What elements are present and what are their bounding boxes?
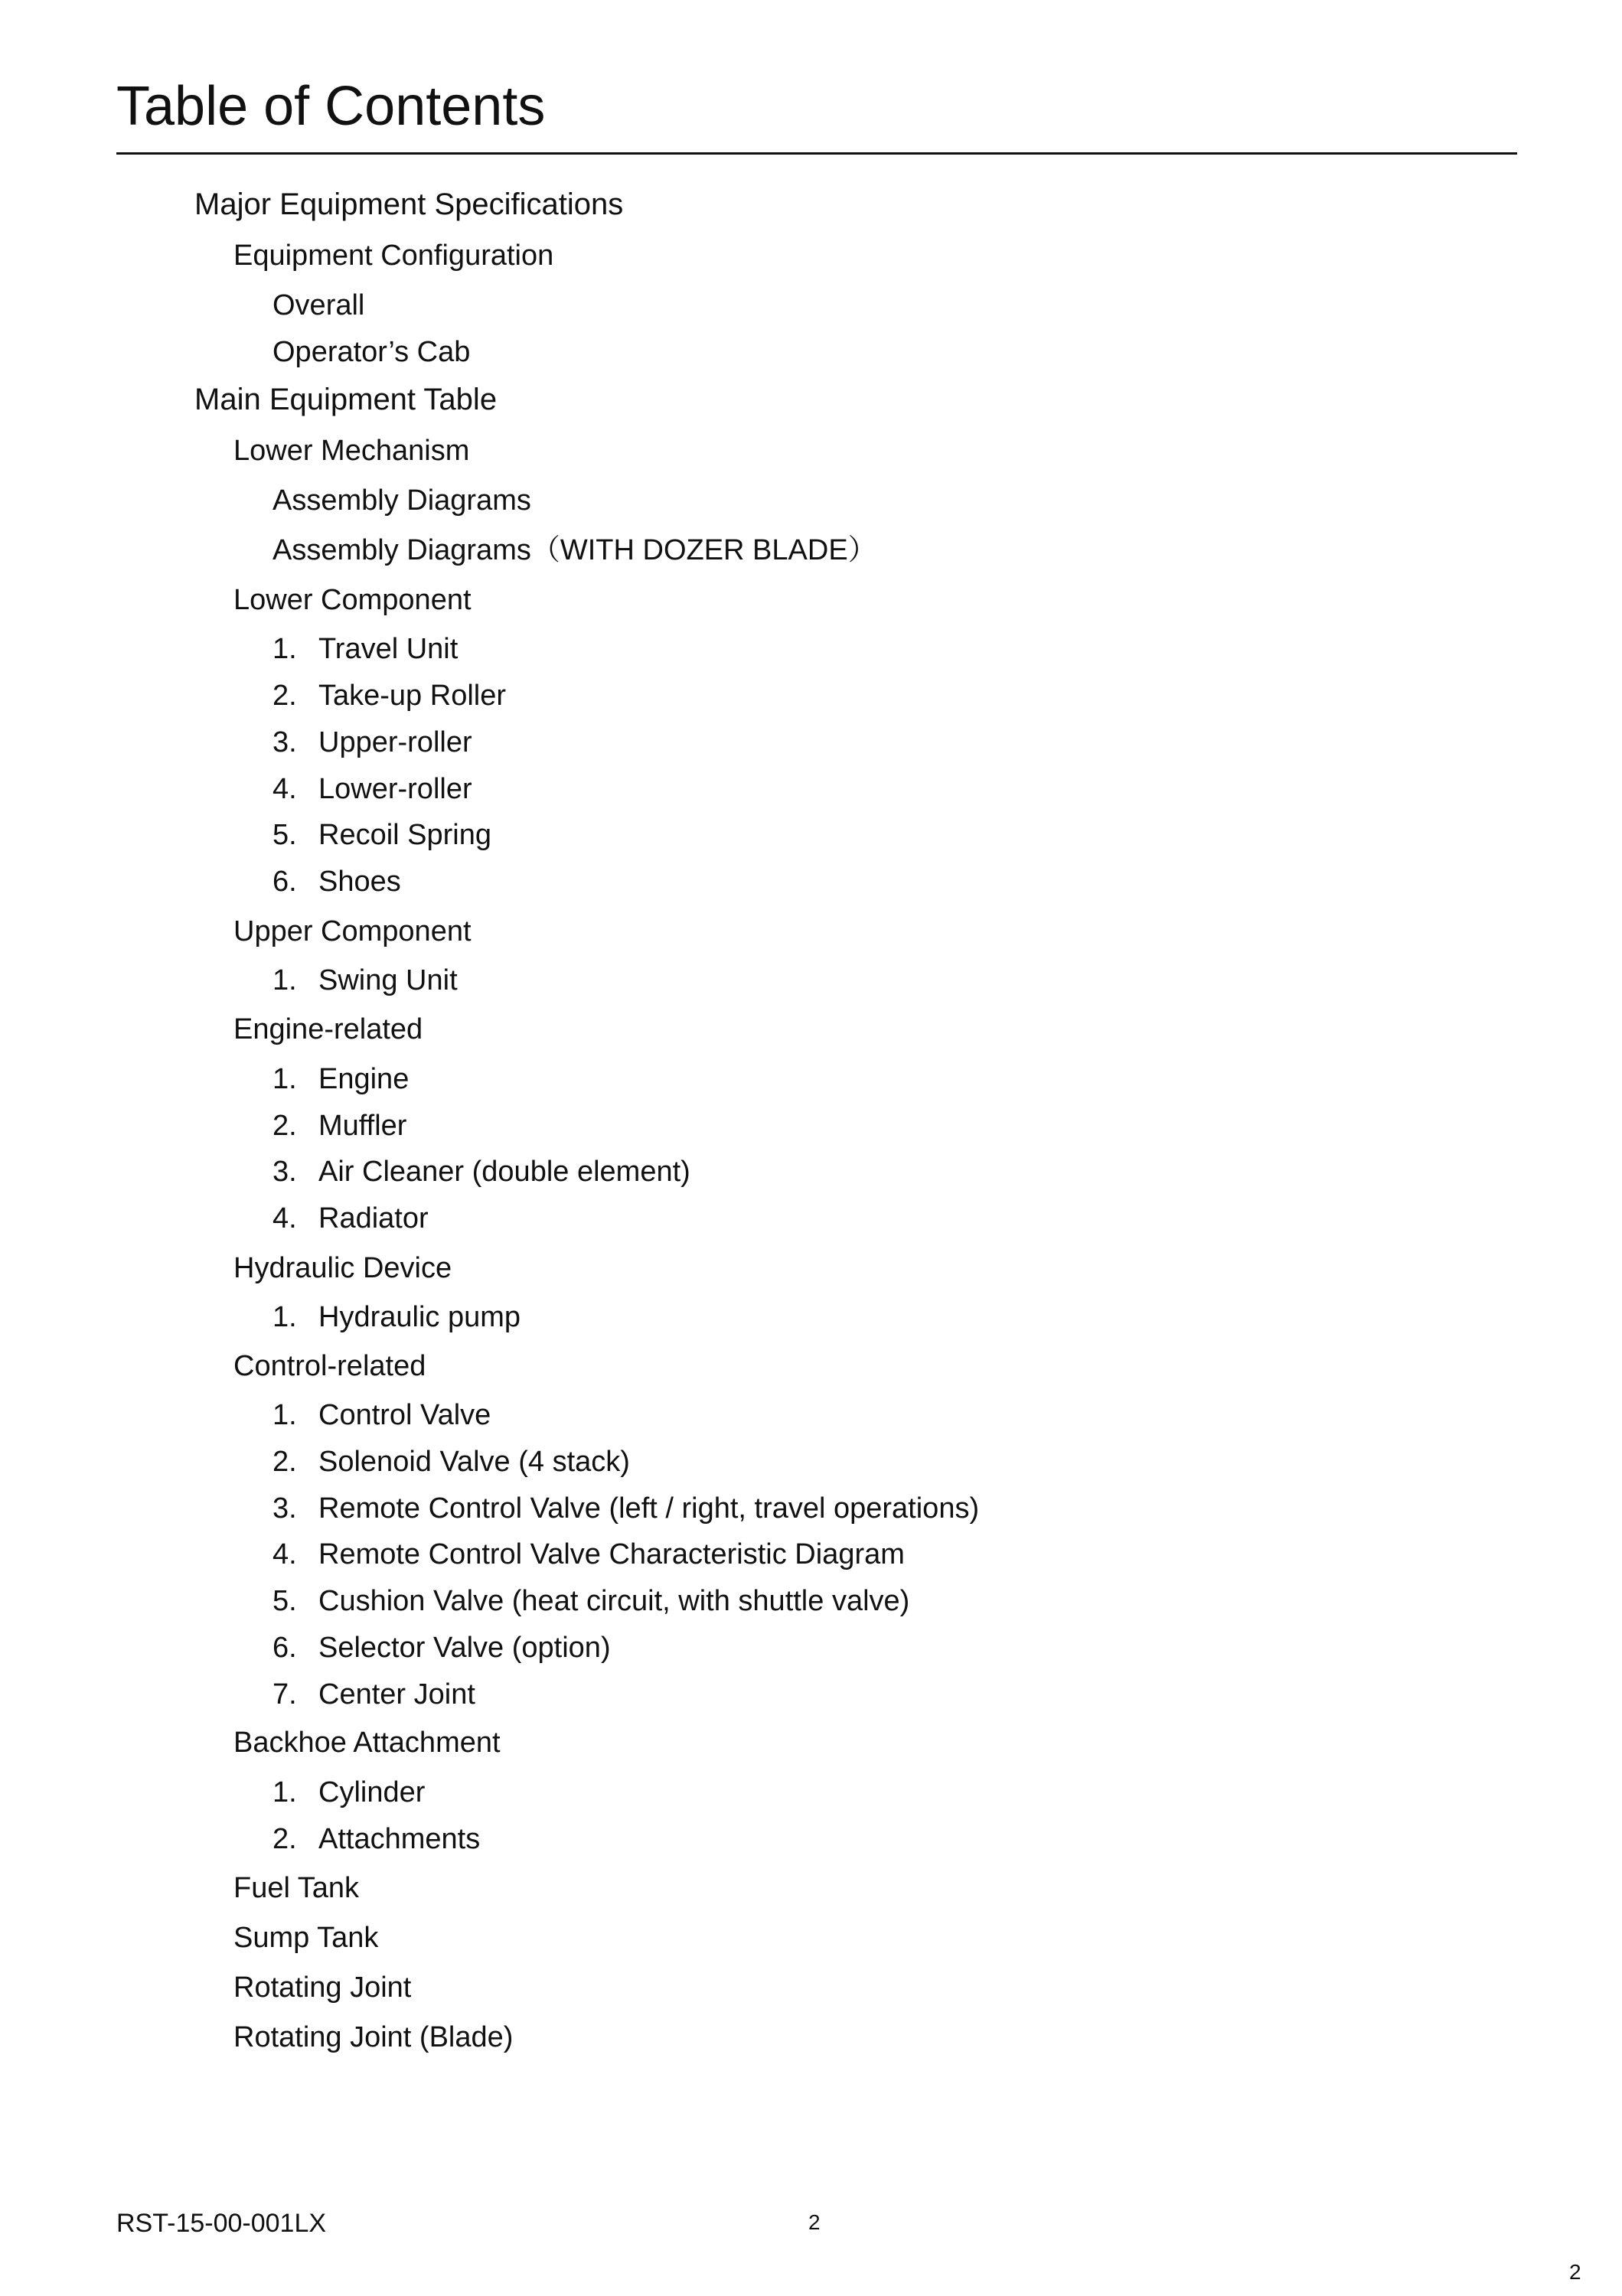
- toc-list-item[interactable]: [273, 1633, 611, 1662]
- toc-engine-related[interactable]: Engine-related: [233, 1013, 423, 1045]
- toc-item-label: Engine: [318, 1063, 410, 1095]
- footer-page-number: 2: [808, 2210, 821, 2234]
- page-title: Table of Contents: [116, 76, 546, 137]
- toc-list-item[interactable]: [273, 1540, 905, 1569]
- title-divider: [116, 152, 1517, 155]
- toc-item-label: Control Valve: [318, 1399, 491, 1431]
- toc-item-label: Remote Control Valve (left / right, travel operations): [318, 1492, 980, 1525]
- toc-item-number: 2.: [273, 680, 297, 712]
- toc-list-item[interactable]: [273, 1065, 409, 1094]
- toc-item-number: 1.: [273, 1399, 297, 1431]
- toc-list-item[interactable]: [273, 1494, 979, 1523]
- toc-backhoe-attachment[interactable]: Backhoe Attachment: [233, 1727, 501, 1759]
- toc-list-item[interactable]: [273, 1680, 475, 1709]
- toc-item-label: Attachments: [318, 1823, 481, 1855]
- toc-overall[interactable]: Overall: [273, 289, 365, 321]
- toc-list-item[interactable]: [273, 867, 401, 896]
- toc-major-equipment-specifications[interactable]: Major Equipment Specifications: [194, 188, 624, 221]
- toc-item-number: 7.: [273, 1678, 297, 1711]
- toc-rotating-joint[interactable]: Rotating Joint: [233, 1971, 412, 2004]
- toc-upper-component[interactable]: Upper Component: [233, 915, 472, 947]
- toc-item-number: 2.: [273, 1823, 297, 1855]
- toc-item-label: Selector Valve (option): [318, 1632, 611, 1664]
- toc-item-label: Center Joint: [318, 1678, 475, 1711]
- toc-list-item[interactable]: [273, 1825, 480, 1854]
- toc-list-item[interactable]: [273, 1401, 491, 1430]
- toc-control-related[interactable]: Control-related: [233, 1350, 426, 1382]
- toc-list-item[interactable]: [273, 634, 458, 664]
- toc-item-label: Shoes: [318, 866, 401, 898]
- toc-list-item[interactable]: [273, 1111, 406, 1140]
- toc-list-item[interactable]: [273, 966, 458, 995]
- toc-lower-mechanism[interactable]: Lower Mechanism: [233, 435, 470, 467]
- toc-list-item[interactable]: [273, 1778, 425, 1807]
- toc-item-number: 4.: [273, 773, 297, 805]
- toc-main-equipment-table[interactable]: Main Equipment Table: [194, 383, 498, 416]
- toc-operators-cab[interactable]: Operator’s Cab: [273, 336, 471, 368]
- toc-item-label: Muffler: [318, 1110, 407, 1142]
- toc-assembly-diagrams[interactable]: Assembly Diagrams: [273, 484, 531, 517]
- toc-list-item[interactable]: [273, 728, 472, 757]
- toc-list-item[interactable]: [273, 1447, 630, 1476]
- toc-assembly-diagrams-dozer-blade[interactable]: Assembly Diagrams（WITH DOZER BLADE）: [273, 534, 877, 566]
- toc-item-number: 3.: [273, 1492, 297, 1525]
- toc-list-item[interactable]: [273, 1587, 909, 1616]
- toc-item-number: 1.: [273, 1776, 297, 1808]
- toc-item-label: Cylinder: [318, 1776, 426, 1808]
- toc-item-number: 1.: [273, 1301, 297, 1333]
- toc-list-item[interactable]: [273, 1204, 429, 1233]
- toc-item-number: 2.: [273, 1446, 297, 1478]
- toc-item-number: 1.: [273, 964, 297, 996]
- toc-item-label: Recoil Spring: [318, 819, 491, 851]
- toc-list-item[interactable]: [273, 775, 472, 804]
- toc-item-label: Cushion Valve (heat circuit, with shuttle valve): [318, 1585, 910, 1617]
- toc-item-label: Air Cleaner (double element): [318, 1156, 690, 1188]
- toc-item-label: Take-up Roller: [318, 680, 506, 712]
- toc-item-number: 6.: [273, 866, 297, 898]
- toc-sump-tank[interactable]: Sump Tank: [233, 1922, 379, 1954]
- toc-item-number: 4.: [273, 1538, 297, 1570]
- toc-lower-component[interactable]: Lower Component: [233, 584, 472, 616]
- toc-fuel-tank[interactable]: Fuel Tank: [233, 1872, 360, 1904]
- toc-equipment-configuration[interactable]: Equipment Configuration: [233, 240, 554, 272]
- toc-list-item[interactable]: [273, 1303, 521, 1332]
- toc-item-label: Lower-roller: [318, 773, 472, 805]
- toc-item-number: 1.: [273, 1063, 297, 1095]
- toc-item-label: Solenoid Valve (4 stack): [318, 1446, 630, 1478]
- toc-item-label: Remote Control Valve Characteristic Diagram: [318, 1538, 905, 1570]
- toc-item-number: 5.: [273, 819, 297, 851]
- toc-item-label: Travel Unit: [318, 633, 459, 665]
- toc-item-number: 3.: [273, 726, 297, 758]
- toc-list-item[interactable]: [273, 681, 506, 710]
- toc-item-label: Hydraulic pump: [318, 1301, 521, 1333]
- toc-item-number: 1.: [273, 633, 297, 665]
- toc-item-label: Radiator: [318, 1202, 429, 1234]
- toc-hydraulic-device[interactable]: Hydraulic Device: [233, 1252, 452, 1284]
- toc-list-item[interactable]: [273, 820, 491, 850]
- corner-page-number: 2: [1569, 2260, 1581, 2284]
- toc-item-label: Upper-roller: [318, 726, 472, 758]
- toc-item-number: 6.: [273, 1632, 297, 1664]
- toc-rotating-joint-blade[interactable]: Rotating Joint (Blade): [233, 2021, 514, 2053]
- footer-document-number: RST-15-00-001LX: [116, 2209, 327, 2238]
- toc-item-label: Swing Unit: [318, 964, 458, 996]
- toc-list-item[interactable]: [273, 1157, 690, 1186]
- toc-item-number: 3.: [273, 1156, 297, 1188]
- toc-item-number: 4.: [273, 1202, 297, 1234]
- toc-item-number: 2.: [273, 1110, 297, 1142]
- toc-item-number: 5.: [273, 1585, 297, 1617]
